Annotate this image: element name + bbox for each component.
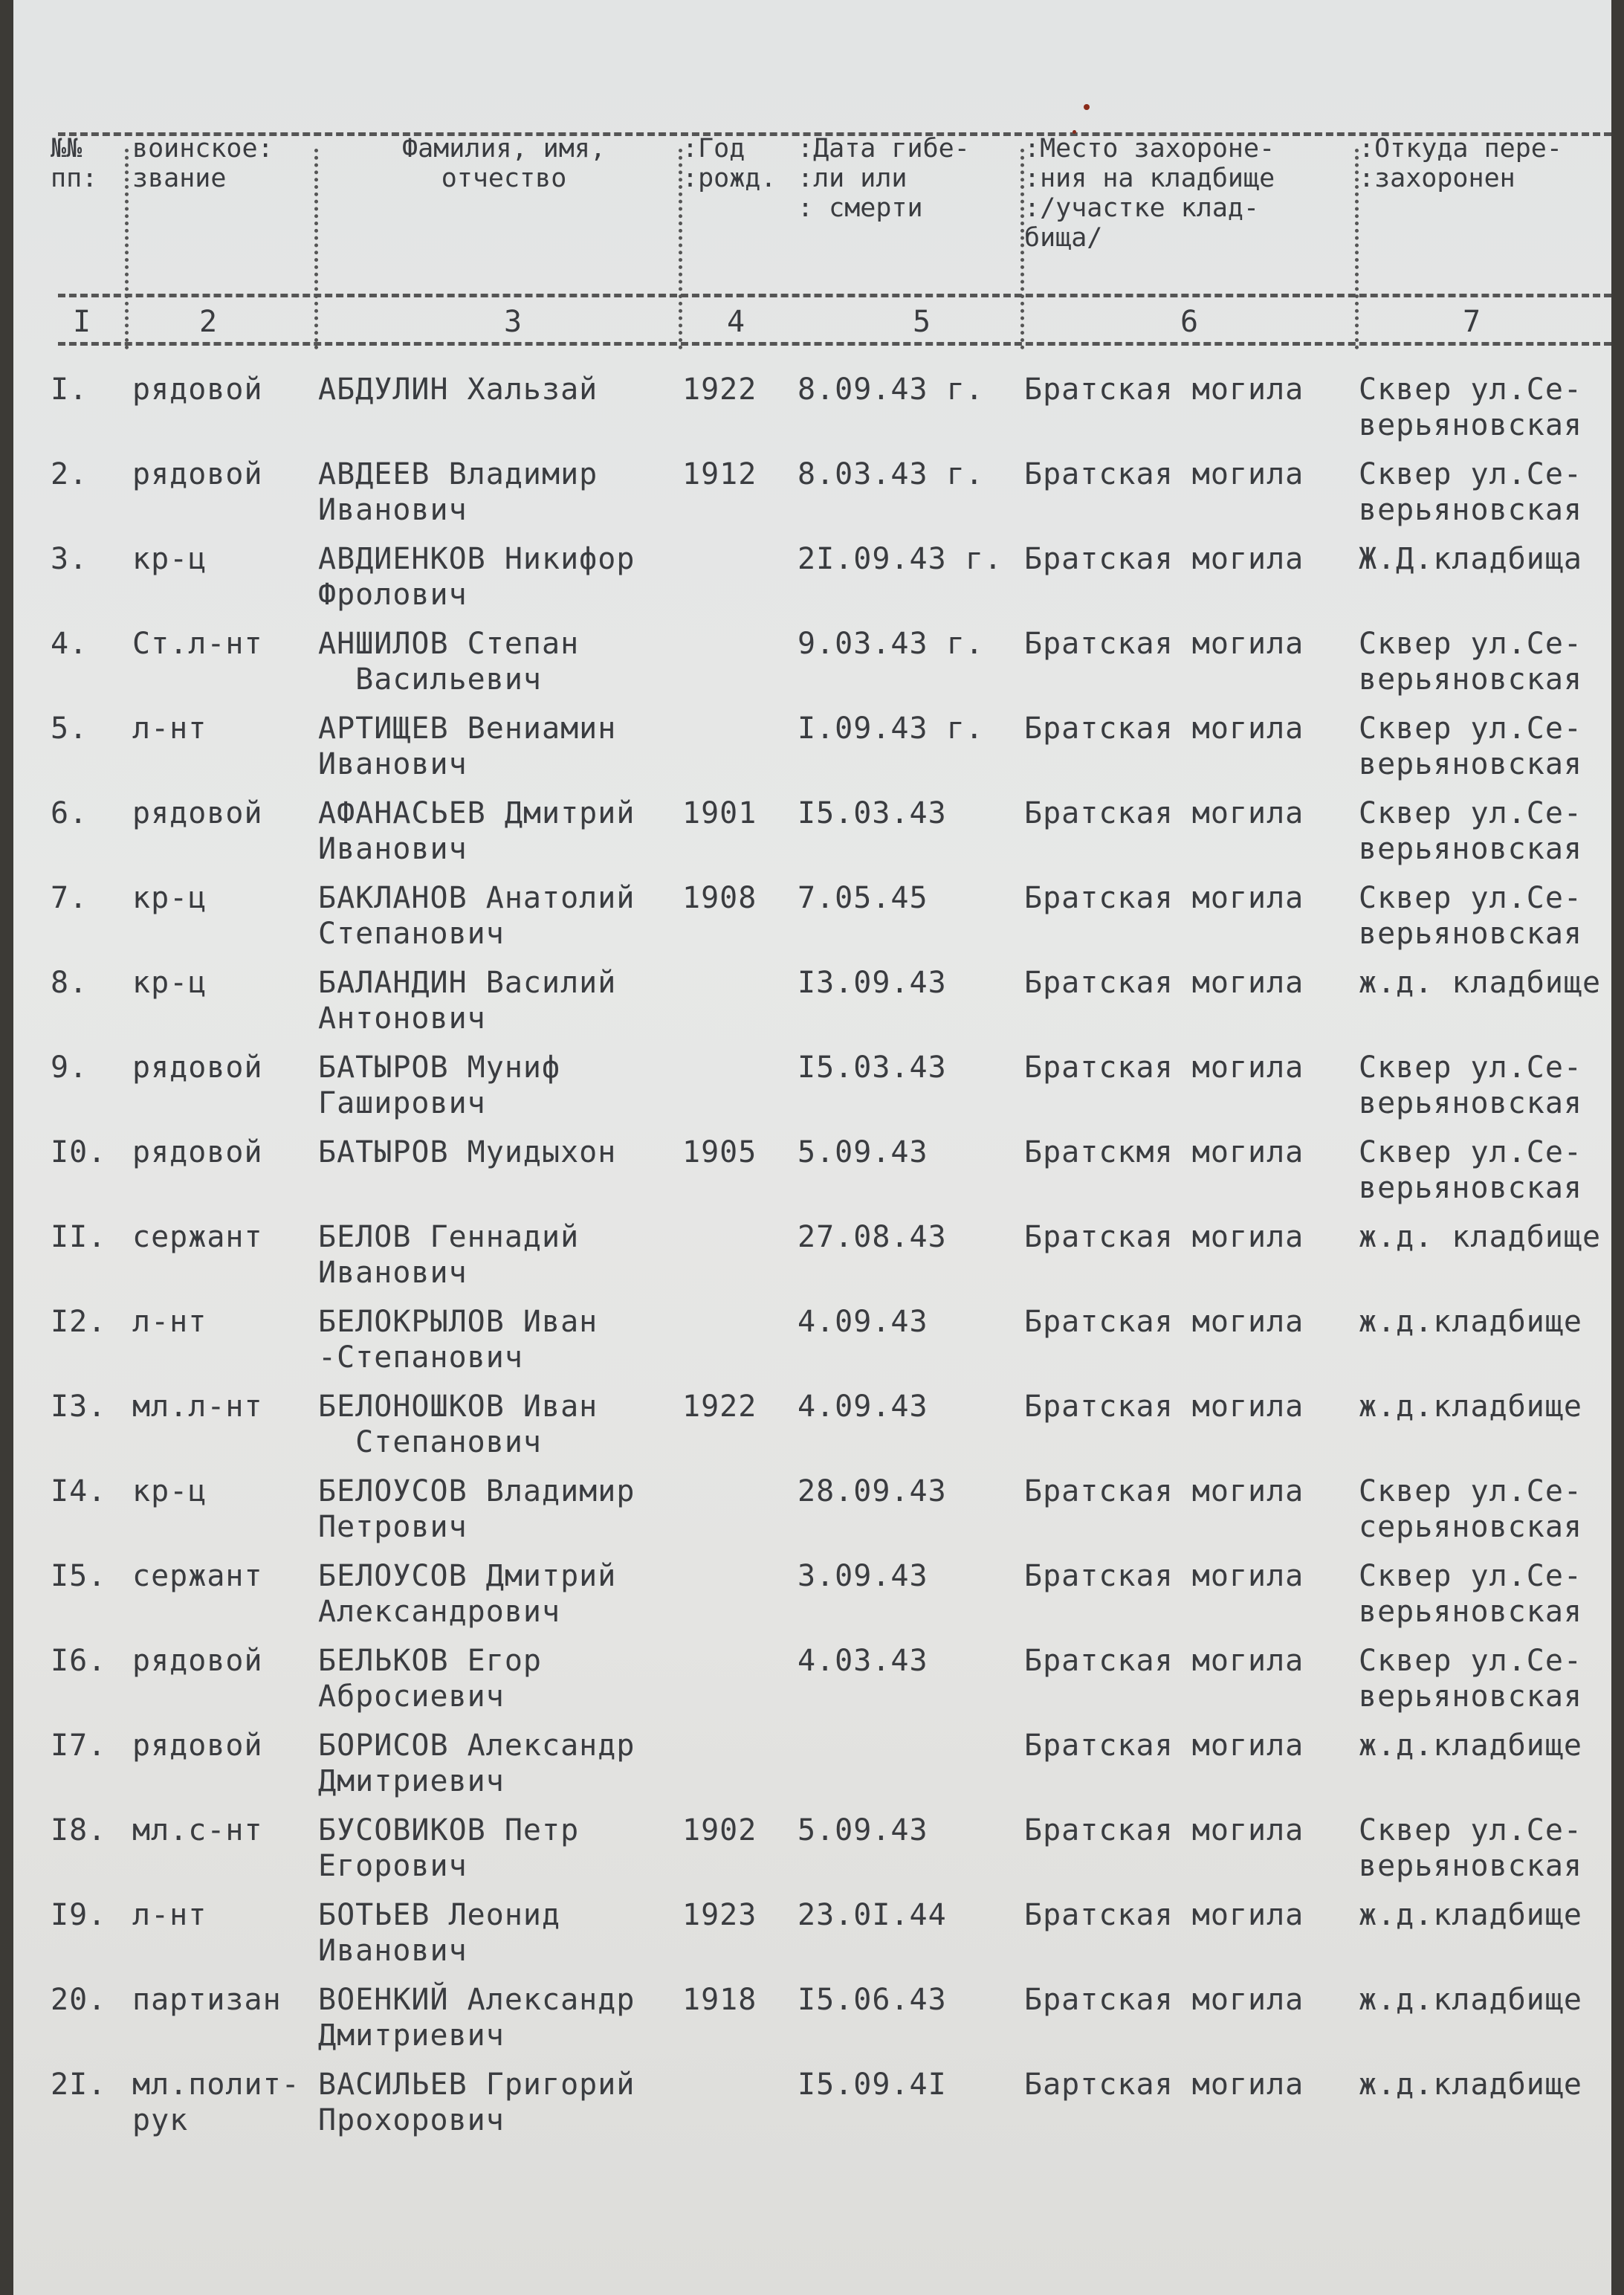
row-death-date: 2I.09.43 г.	[798, 542, 1003, 576]
row-rank: сержант	[132, 1220, 263, 1254]
row-birth-year: 1908	[682, 881, 757, 915]
table-row	[13, 965, 1611, 1050]
header-death-date: :Дата гибе- :ли или : смерти	[798, 134, 970, 223]
table-row	[13, 1728, 1611, 1813]
paper-stain	[1073, 130, 1076, 134]
row-burial-place: Братская могила	[1024, 711, 1304, 746]
row-rank: Ст.л-нт	[132, 627, 263, 661]
table-row	[13, 1219, 1611, 1304]
table-row	[13, 1473, 1611, 1558]
row-birth-year: 1922	[682, 1389, 757, 1424]
row-rank: кр-ц	[132, 881, 207, 915]
row-rank: рядовой	[132, 1728, 263, 1763]
row-death-date: 5.09.43	[798, 1135, 928, 1169]
row-number: I3.	[51, 1389, 107, 1424]
row-number: I6.	[51, 1644, 107, 1678]
row-name: АРТИЩЕВ Вениамин Иванович	[318, 711, 617, 781]
row-reburied-from: Сквер ул.Се- верьяновская	[1359, 796, 1582, 866]
row-death-date: 8.09.43 г.	[798, 372, 984, 407]
row-number: I.	[51, 372, 88, 407]
row-name: БЕЛЬКОВ Егор Абросиевич	[318, 1644, 542, 1714]
row-name: ВОЕНКИЙ Александр Дмитриевич	[318, 1983, 635, 2053]
table-row	[13, 1643, 1611, 1728]
row-reburied-from: ж.д.кладбище	[1359, 1389, 1582, 1424]
table-row	[13, 880, 1611, 965]
header-reburied-from: :Откуда пере- :захоронен	[1359, 134, 1562, 193]
row-number: II.	[51, 1220, 107, 1254]
table-row	[13, 626, 1611, 711]
column-number: 5	[913, 305, 931, 339]
table-row	[13, 711, 1611, 795]
row-burial-place: Братскмя могила	[1024, 1135, 1304, 1169]
row-birth-year: 1901	[682, 796, 757, 830]
row-death-date: I5.03.43	[798, 796, 947, 830]
row-burial-place: Братская могила	[1024, 1644, 1304, 1678]
row-number: 20.	[51, 1983, 107, 2017]
row-burial-place: Братская могила	[1024, 1389, 1304, 1424]
header-burial-place: :Место захороне- :ния на кладбище :/участке клад- бища/	[1024, 134, 1275, 253]
paper-stain	[1084, 104, 1090, 110]
row-rank: мл.с-нт	[132, 1813, 263, 1847]
table-row	[13, 456, 1611, 541]
row-name: БОТЬЕВ Леонид Иванович	[318, 1898, 561, 1968]
row-number: 2I.	[51, 2068, 107, 2102]
row-rank: л-нт	[132, 1898, 207, 1932]
row-rank: рядовой	[132, 372, 263, 407]
row-rank: партизан	[132, 1983, 282, 2017]
row-burial-place: Братская могила	[1024, 1474, 1304, 1508]
row-reburied-from: ж.д.кладбище	[1359, 1728, 1582, 1763]
row-rank: рядовой	[132, 1135, 263, 1169]
row-reburied-from: Сквер ул.Се- верьяновская	[1359, 1050, 1582, 1120]
row-death-date: 4.09.43	[798, 1389, 928, 1424]
row-number: 9.	[51, 1050, 88, 1085]
row-death-date: I3.09.43	[798, 966, 947, 1000]
row-reburied-from: Сквер ул.Се- верьяновская	[1359, 1135, 1582, 1205]
column-number: I	[73, 305, 91, 339]
row-burial-place: Братская могила	[1024, 1220, 1304, 1254]
header-full-name: Фамилия, имя, отчество	[402, 134, 606, 193]
row-rank: кр-ц	[132, 542, 207, 576]
row-number: 2.	[51, 457, 88, 491]
table-row	[13, 795, 1611, 880]
row-reburied-from: Сквер ул.Се- серьяновская	[1359, 1474, 1582, 1544]
row-reburied-from: Сквер ул.Се- верьяновская	[1359, 627, 1582, 697]
row-name: БАЛАНДИН Василий Антонович	[318, 966, 617, 1036]
header-bottom-rule	[58, 342, 1611, 346]
column-number: 7	[1463, 305, 1481, 339]
row-reburied-from: Сквер ул.Се- верьяновская	[1359, 881, 1582, 951]
table-row	[13, 1389, 1611, 1473]
row-death-date: I5.09.4I	[798, 2068, 947, 2102]
row-name: БЕЛОУСОВ Владимир Петрович	[318, 1474, 635, 1544]
row-burial-place: Братская могила	[1024, 966, 1304, 1000]
row-rank: л-нт	[132, 1305, 207, 1339]
row-burial-place: Братская могила	[1024, 457, 1304, 491]
row-name: БЕЛОУСОВ Дмитрий Александрович	[318, 1559, 617, 1629]
row-reburied-from: ж.д.кладбище	[1359, 1983, 1582, 2017]
row-name: БАТЫРОВ Муидыхон	[318, 1135, 617, 1169]
table-row	[13, 1558, 1611, 1643]
row-number: I0.	[51, 1135, 107, 1169]
row-number: I4.	[51, 1474, 107, 1508]
row-birth-year: 1902	[682, 1813, 757, 1847]
row-number: 4.	[51, 627, 88, 661]
row-death-date: 4.09.43	[798, 1305, 928, 1339]
row-number: 3.	[51, 542, 88, 576]
row-death-date: 3.09.43	[798, 1559, 928, 1593]
row-number: I8.	[51, 1813, 107, 1847]
table-row	[13, 1134, 1611, 1219]
row-name: АВДИЕНКОВ Никифор Фролович	[318, 542, 635, 612]
row-burial-place: Братская могила	[1024, 1559, 1304, 1593]
table-row	[13, 1982, 1611, 2067]
row-death-date: 23.0I.44	[798, 1898, 947, 1932]
row-burial-place: Братская могила	[1024, 881, 1304, 915]
row-rank: сержант	[132, 1559, 263, 1593]
row-name: ВАСИЛЬЕВ Григорий Прохорович	[318, 2068, 635, 2137]
row-death-date: 28.09.43	[798, 1474, 947, 1508]
row-rank: рядовой	[132, 1050, 263, 1085]
row-reburied-from: ж.д. кладбище	[1359, 966, 1602, 1000]
row-name: АНШИЛОВ Степан Васильевич	[318, 627, 580, 697]
document-page	[13, 0, 1611, 2295]
row-number: 7.	[51, 881, 88, 915]
row-rank: рядовой	[132, 1644, 263, 1678]
row-reburied-from: Сквер ул.Се- верьяновская	[1359, 1644, 1582, 1714]
row-rank: кр-ц	[132, 966, 207, 1000]
row-reburied-from: Ж.Д.кладбища	[1359, 542, 1582, 576]
row-rank: рядовой	[132, 457, 263, 491]
column-number: 2	[199, 305, 218, 339]
row-death-date: I5.06.43	[798, 1983, 947, 2017]
row-rank: л-нт	[132, 711, 207, 746]
row-burial-place: Братская могила	[1024, 627, 1304, 661]
row-death-date: 5.09.43	[798, 1813, 928, 1847]
table-row	[13, 372, 1611, 456]
row-name: БАКЛАНОВ Анатолий Степанович	[318, 881, 635, 951]
row-name: БУСОВИКОВ Петр Егорович	[318, 1813, 580, 1883]
row-rank: рядовой	[132, 796, 263, 830]
row-birth-year: 1918	[682, 1983, 757, 2017]
row-number: I2.	[51, 1305, 107, 1339]
row-burial-place: Братская могила	[1024, 1983, 1304, 2017]
row-number: 6.	[51, 796, 88, 830]
row-number: I9.	[51, 1898, 107, 1932]
header-rank: воинское: звание	[132, 134, 274, 193]
table-row	[13, 1050, 1611, 1134]
table-row	[13, 1813, 1611, 1897]
row-name: АФАНАСЬЕВ Дмитрий Иванович	[318, 796, 635, 866]
row-birth-year: 1905	[682, 1135, 757, 1169]
row-reburied-from: Сквер ул.Се- верьяновская	[1359, 1559, 1582, 1629]
row-reburied-from: ж.д. кладбище	[1359, 1220, 1602, 1254]
row-death-date: I.09.43 г.	[798, 711, 984, 746]
row-reburied-from: ж.д.кладбище	[1359, 2068, 1582, 2102]
row-burial-place: Братская могила	[1024, 1813, 1304, 1847]
row-rank: кр-ц	[132, 1474, 207, 1508]
header-number: №№ пп:	[51, 134, 98, 193]
row-burial-place: Братская могила	[1024, 1728, 1304, 1763]
row-reburied-from: Сквер ул.Се- верьяновская	[1359, 372, 1582, 442]
table-row	[13, 2067, 1611, 2152]
row-death-date: 9.03.43 г.	[798, 627, 984, 661]
row-number: 5.	[51, 711, 88, 746]
row-rank: мл.л-нт	[132, 1389, 263, 1424]
row-death-date: 4.03.43	[798, 1644, 928, 1678]
row-name: БЕЛОНОШКОВ Иван Степанович	[318, 1389, 598, 1459]
row-burial-place: Братская могила	[1024, 542, 1304, 576]
row-death-date: 27.08.43	[798, 1220, 947, 1254]
row-reburied-from: Сквер ул.Се- верьяновская	[1359, 711, 1582, 781]
burial-list	[13, 372, 1611, 2152]
row-reburied-from: Сквер ул.Се- верьяновская	[1359, 1813, 1582, 1883]
row-number: I5.	[51, 1559, 107, 1593]
row-reburied-from: Сквер ул.Се- верьяновская	[1359, 457, 1582, 527]
header-birth-year: :Год :рожд.	[682, 134, 777, 193]
row-name: БЕЛОВ Геннадий Иванович	[318, 1220, 580, 1290]
column-number: 3	[504, 305, 523, 339]
row-name: БАТЫРОВ Муниф Гаширович	[318, 1050, 561, 1120]
header-mid-rule	[58, 294, 1611, 297]
column-number: 6	[1180, 305, 1199, 339]
row-name: БЕЛОКРЫЛОВ Иван -Степанович	[318, 1305, 598, 1375]
column-number: 4	[727, 305, 745, 339]
row-burial-place: Братская могила	[1024, 1305, 1304, 1339]
row-birth-year: 1922	[682, 372, 757, 407]
row-death-date: 8.03.43 г.	[798, 457, 984, 491]
table-row	[13, 1897, 1611, 1982]
row-reburied-from: ж.д.кладбище	[1359, 1305, 1582, 1339]
row-rank: мл.полит- рук	[132, 2068, 300, 2137]
row-name: АВДЕЕВ Владимир Иванович	[318, 457, 598, 527]
row-number: 8.	[51, 966, 88, 1000]
row-reburied-from: ж.д.кладбище	[1359, 1898, 1582, 1932]
table-row	[13, 1304, 1611, 1389]
row-burial-place: Братская могила	[1024, 1898, 1304, 1932]
row-death-date: 7.05.45	[798, 881, 928, 915]
row-burial-place: Братская могила	[1024, 796, 1304, 830]
row-birth-year: 1923	[682, 1898, 757, 1932]
row-burial-place: Братская могила	[1024, 1050, 1304, 1085]
row-name: АБДУЛИН Хальзай	[318, 372, 598, 407]
row-burial-place: Бартская могила	[1024, 2068, 1304, 2102]
row-name: БОРИСОВ Александр Дмитриевич	[318, 1728, 635, 1798]
row-number: I7.	[51, 1728, 107, 1763]
row-death-date: I5.03.43	[798, 1050, 947, 1085]
table-row	[13, 541, 1611, 626]
row-birth-year: 1912	[682, 457, 757, 491]
row-burial-place: Братская могила	[1024, 372, 1304, 407]
